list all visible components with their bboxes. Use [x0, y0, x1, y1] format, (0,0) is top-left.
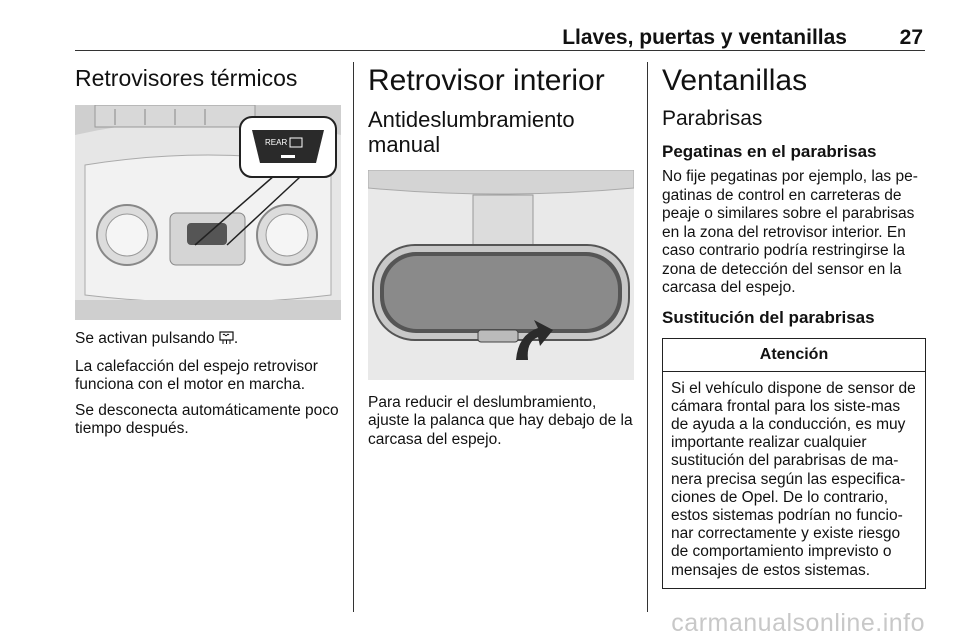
page-number: 27 [899, 26, 923, 49]
figure-label-rear: REAR [265, 138, 288, 148]
interior-mirror-figure [368, 170, 634, 380]
page-header [75, 24, 925, 51]
paragraph: La calefacción del espejo retrovisor funciona con el motor en marcha. [75, 357, 318, 394]
attention-box [662, 338, 926, 589]
column-divider [353, 62, 354, 612]
column-heated-mirrors [75, 62, 341, 446]
subsection-heading: Pegatinas en el parabrisas [662, 142, 877, 162]
heated-mirror-figure [75, 105, 341, 320]
subheading: Parabrisas [662, 107, 763, 130]
column-windows [662, 62, 926, 589]
attention-title: Atención [663, 339, 925, 372]
attention-body: Si el vehículo dispone de sensor de cámara frontal para los siste-mas de ayuda a la conducción, es muy importante realizar cualquier sustitución del parabrisas de ma-nera precisa según las especifica-ciones de Opel. De lo contrario, estos sistemas podrían no funcio-nar correctamente y existe riesgo de comportamiento imprevisto o mensajes de estos sistemas. [671, 379, 916, 579]
paragraph-text: Se activan pulsando [75, 330, 215, 348]
section-heading: Retrovisor interior [368, 64, 605, 97]
header-title: Llaves, puertas y ventanillas [562, 26, 847, 49]
paragraph: Para reducir el deslumbramiento, ajuste la palanca que hay debajo de la carcasa del espejo. [368, 393, 633, 448]
watermark: carmanualsonline.info [671, 609, 925, 637]
paragraph: No fije pegatinas por ejemplo, las pe-gatinas de control en carreteras de peaje o similares sobre el parabrisas en la zona del retrovisor interior. En caso contrario podría restringirse la zona de detección del sensor en la carcasa del espejo. [662, 168, 918, 297]
subsection-heading: Sustitución del parabrisas [662, 307, 875, 327]
subheading: Antideslumbramiento manual [368, 107, 575, 158]
paragraph: Se desconecta automáticamente poco tiempo después. [75, 401, 339, 438]
column-interior-mirror [368, 62, 634, 456]
paragraph-text: . [233, 330, 239, 348]
column-divider [647, 62, 648, 612]
rear-defrost-icon [219, 331, 234, 351]
paragraph [75, 330, 341, 351]
section-heading: Ventanillas [662, 64, 808, 97]
section-heading: Retrovisores térmicos [75, 65, 298, 91]
